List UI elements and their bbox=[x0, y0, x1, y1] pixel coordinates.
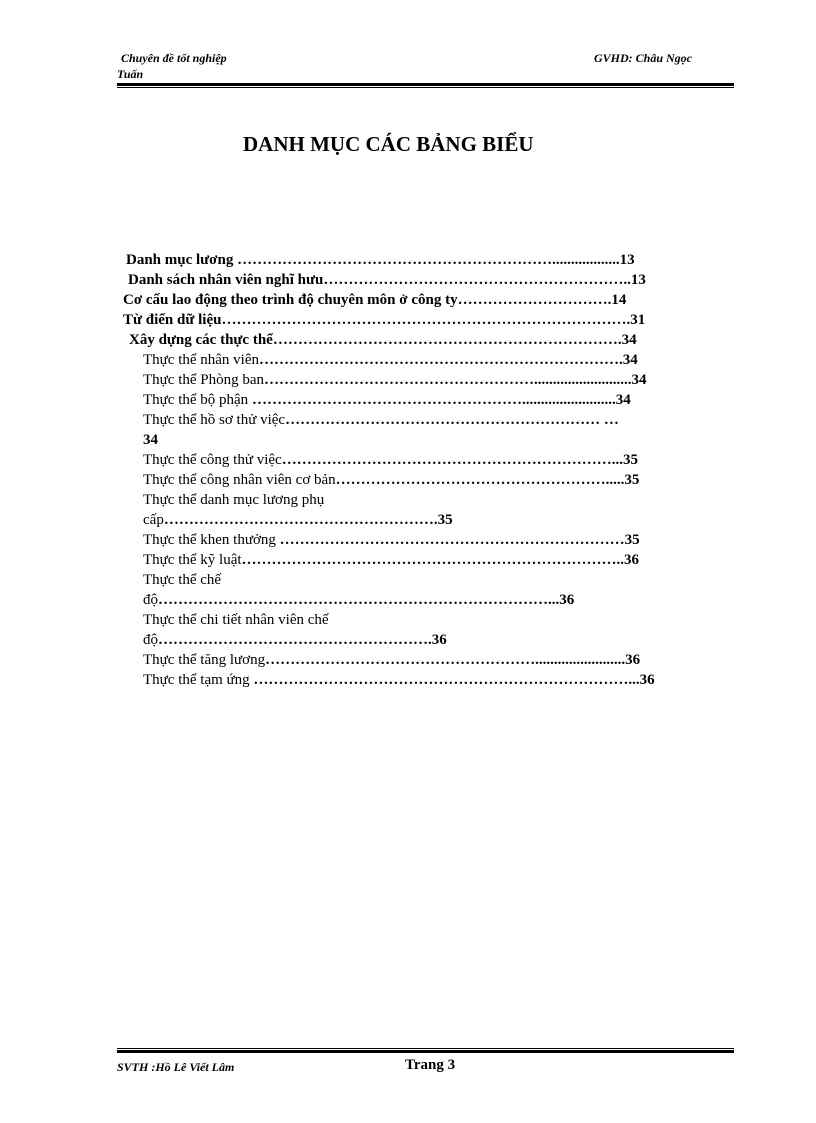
toc-entry[interactable]: Thực thể bộ phận ……………………………………………….........................34 bbox=[143, 392, 631, 408]
toc-entry[interactable]: Thực thể công thử việc…………………………………………………………...35 bbox=[143, 452, 638, 468]
toc-entry-continued[interactable]: độ……………………………………………….36 bbox=[143, 632, 447, 648]
toc-entry[interactable]: Thực thể chi tiết nhân viên chế bbox=[143, 612, 329, 628]
toc-entry[interactable]: Thực thể Phòng ban………………………………………………..........................34 bbox=[143, 372, 647, 388]
toc-entry[interactable]: Thực thể tạm ứng …………………………………………………………………...36 bbox=[143, 672, 655, 688]
footer-rule-thick bbox=[117, 1050, 734, 1053]
page-title: DANH MỤC CÁC BẢNG BIỂU bbox=[243, 132, 534, 156]
toc-entry[interactable]: Xây dựng các thực thể…………………………………………………………….34 bbox=[129, 332, 637, 348]
footer-student: SVTH :Hồ Lê Viết Lâm bbox=[117, 1060, 235, 1074]
toc-entry[interactable]: Từ điển dữ liệu……………………………………………………………………….31 bbox=[123, 312, 646, 328]
header-subject-continued: Tuấn bbox=[117, 67, 144, 81]
toc-entry[interactable]: Thực thể danh mục lương phụ bbox=[143, 492, 325, 508]
toc-entry[interactable]: Thực thể tăng lương………………………………………………........................36 bbox=[143, 652, 641, 668]
toc-entry[interactable]: Thực thể khen thưởng ……………………………………………………………35 bbox=[143, 532, 640, 548]
footer-page-number: Trang 3 bbox=[405, 1057, 456, 1073]
toc-entry[interactable]: Thực thể nhân viên……………………………………………………………….34 bbox=[143, 352, 638, 368]
footer-rule-thin bbox=[117, 1048, 734, 1049]
toc-entry-page: 34 bbox=[143, 432, 158, 448]
header-subject: Chuyên đề tốt nghiệp bbox=[121, 51, 227, 65]
header-left bbox=[117, 50, 227, 82]
toc-entry[interactable]: Thực thể hồ sơ thử việc……………………………………………………… … bbox=[143, 412, 619, 428]
toc-entry[interactable]: Cơ cấu lao động theo trình độ chuyên môn ở công ty………………………….14 bbox=[123, 292, 627, 308]
header-rule-thick bbox=[117, 83, 734, 86]
header-supervisor: GVHD: Châu Ngọc bbox=[594, 51, 693, 65]
toc-entry[interactable]: Thực thể kỹ luật…………………………………………………………………..36 bbox=[143, 552, 640, 568]
toc-entry[interactable]: Thực thể công nhân viên cơ bản……………………………………………….....35 bbox=[143, 472, 640, 488]
toc-entry[interactable]: Danh sách nhân viên nghĩ hưu……………………………………………………..13 bbox=[128, 272, 646, 288]
toc-entry[interactable]: Danh mục lương ………………………………………………………..................13 bbox=[126, 252, 635, 268]
toc-entry[interactable]: Thực thể chế bbox=[143, 572, 222, 588]
toc-entry-continued[interactable]: cấp……………………………………………….35 bbox=[143, 512, 453, 528]
header-rule-thin bbox=[117, 87, 734, 88]
toc-entry-continued[interactable]: độ……………………………………………………………………...36 bbox=[143, 592, 575, 608]
